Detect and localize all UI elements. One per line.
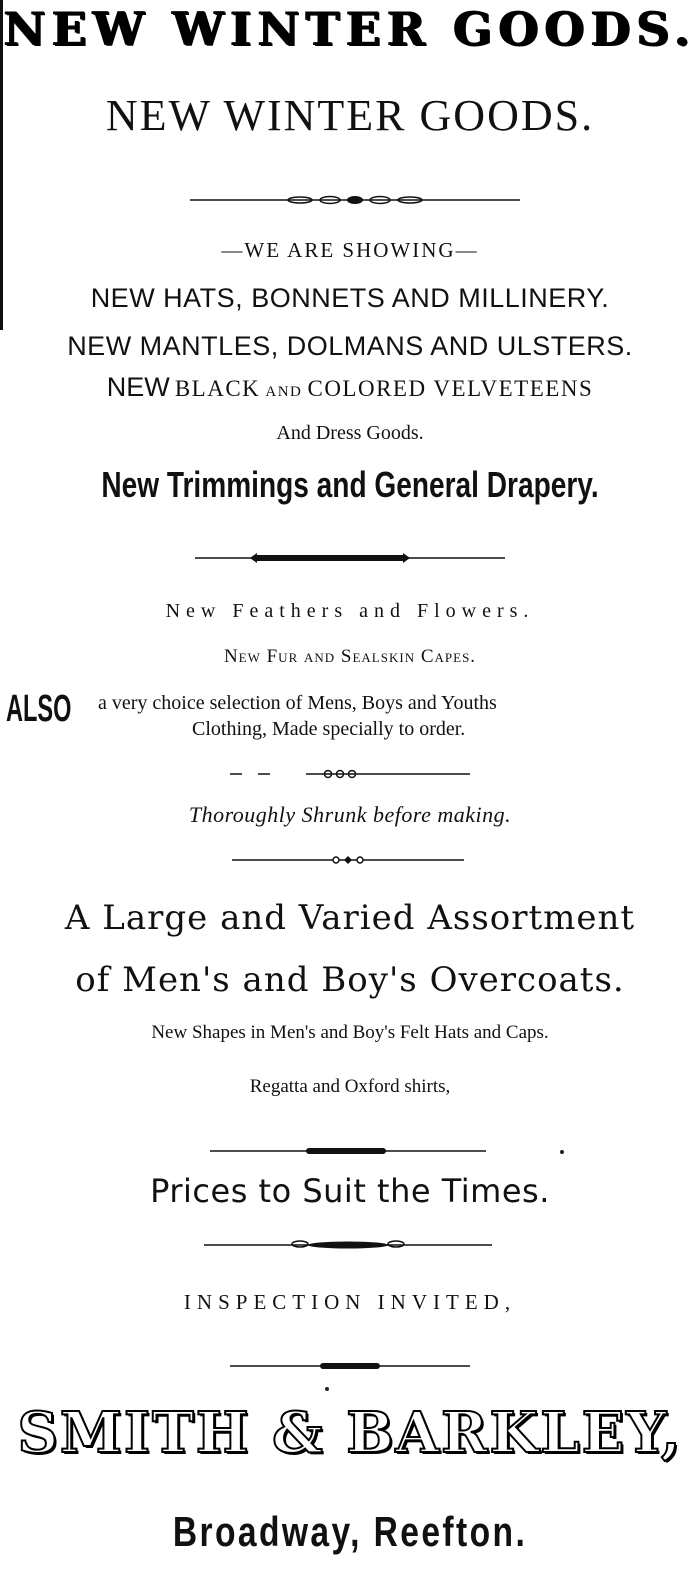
ornamental-rule — [230, 766, 470, 782]
print-speck — [325, 1387, 329, 1391]
feathers-line: New Feathers and Flowers. — [165, 600, 535, 622]
shirts-line: Regatta and Oxford shirts, — [249, 1076, 451, 1097]
ornamental-rule — [195, 550, 505, 566]
headline: NEW WINTER GOODS. — [3, 2, 697, 56]
ornamental-rule — [230, 1358, 470, 1374]
address-line: Broadway, Reefton. — [172, 1508, 528, 1555]
velvet-black: BLACK — [174, 376, 261, 401]
fur-line: New Fur and Sealskin Capes. — [223, 646, 477, 667]
velvet-colored: COLORED VELVETEENS — [307, 376, 594, 401]
velvet-new: NEW — [106, 372, 170, 402]
felt-hats-line: New Shapes in Men's and Boy's Felt Hats and Caps. — [151, 1022, 549, 1043]
ornamental-rule — [190, 192, 520, 208]
overcoats-line: of Men's and Boy's Overcoats. — [75, 960, 625, 1000]
also-line-1: a very choice selection of Mens, Boys and Youths — [98, 692, 497, 714]
dress-goods-line: And Dress Goods. — [276, 422, 424, 444]
also-label: ALSO — [6, 688, 72, 730]
also-text — [96, 690, 696, 742]
trimmings-line: New Trimmings and General Drapery. — [101, 464, 599, 505]
assortment-line: A Large and Varied Assortment — [64, 898, 636, 938]
firm-name: SMITH & BARKLEY, — [17, 1400, 683, 1466]
ornamental-rule — [210, 1143, 486, 1159]
shrunk-line: Thoroughly Shrunk before making. — [188, 802, 512, 827]
also-line-2: Clothing, Made specially to order. — [192, 718, 466, 740]
subheadline: NEW WINTER GOODS. — [105, 91, 595, 140]
prices-line: Prices to Suit the Times. — [150, 1172, 550, 1210]
showing-intro: —WE ARE SHOWING— — [221, 238, 479, 262]
ornamental-rule — [204, 1237, 492, 1253]
mantles-line: NEW MANTLES, DOLMANS AND ULSTERS. — [67, 331, 633, 361]
print-speck — [560, 1150, 564, 1154]
velveteens-line — [0, 372, 700, 403]
ornamental-rule — [232, 852, 464, 868]
inspection-line: INSPECTION INVITED, — [183, 1290, 517, 1314]
velvet-and: AND — [265, 384, 303, 400]
hats-line: NEW HATS, BONNETS AND MILLINERY. — [90, 283, 610, 313]
